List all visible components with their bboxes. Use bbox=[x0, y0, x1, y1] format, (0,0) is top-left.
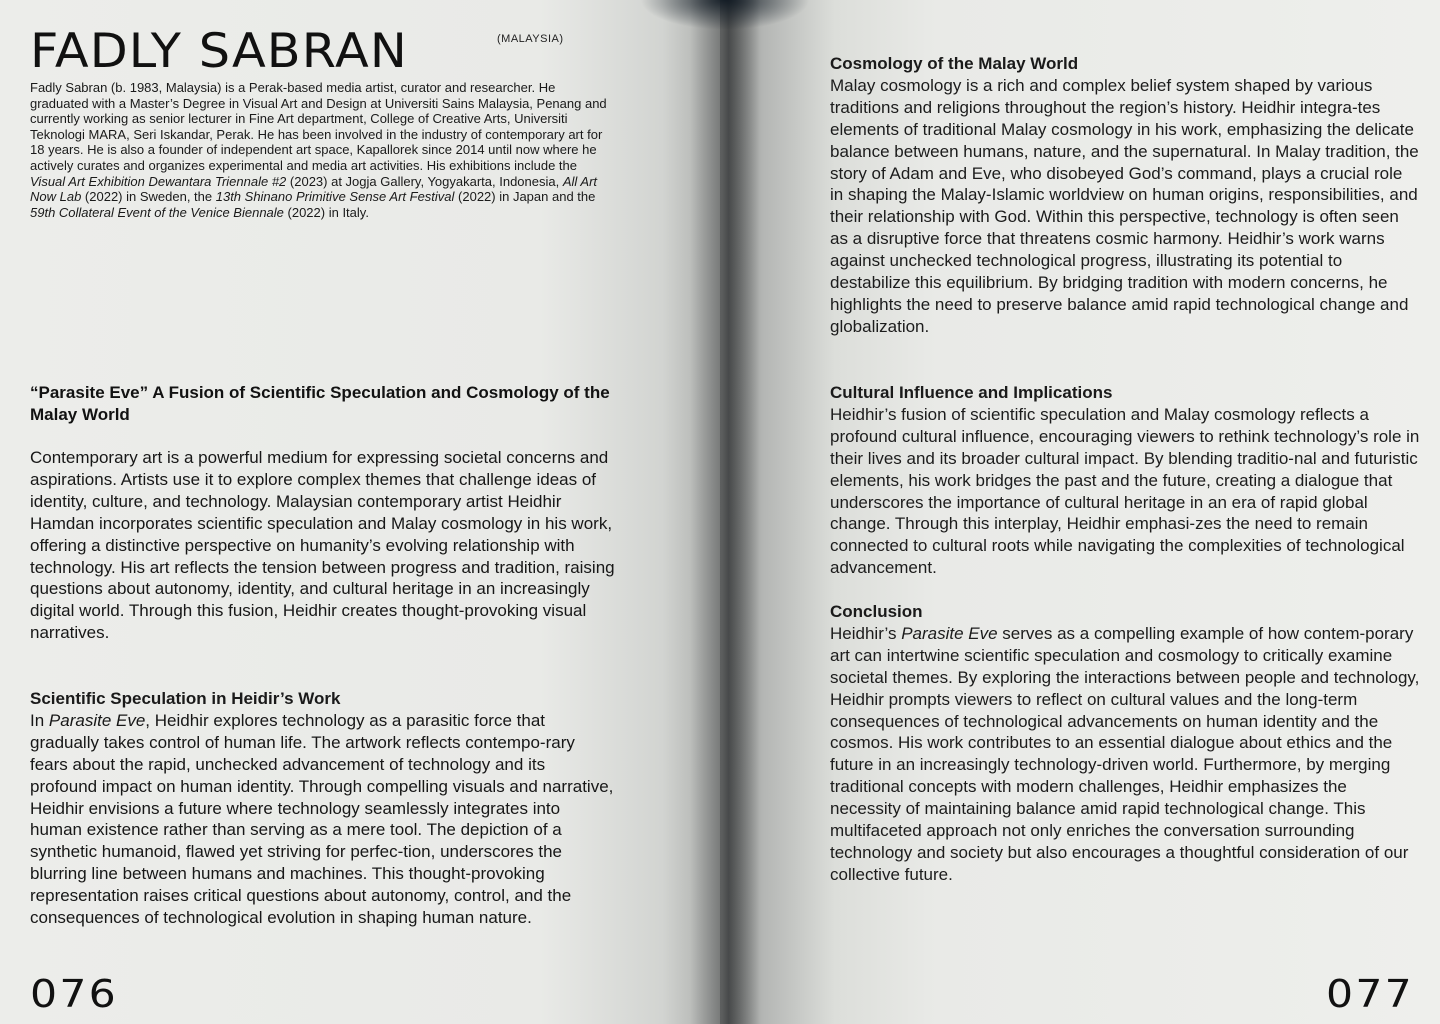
scientific-speculation-section bbox=[30, 688, 615, 929]
intro-section bbox=[30, 447, 615, 644]
page-number-right: 077 bbox=[1326, 972, 1414, 1016]
cultural-influence-section bbox=[830, 382, 1420, 579]
section-heading: Cosmology of the Malay World bbox=[830, 54, 1079, 73]
italic-title: 13th Shinano Primitive Sense Art Festival bbox=[215, 189, 455, 205]
section-body: In Parasite Eve, Heidhir explores technology as a parasitic force that gradually takes control of human life. The artwork reflects contempo-rary fears about the rapid, unchecked advancement of technology and its profound impact on human identity. Through compelling visuals and narrative, Heidhir envisions a future where technology seamlessly integrates into human existence rather than serving as a mere tool. The depiction of a synthetic humanoid, flawed yet striving for perfec-tion, underscores the blurring line between humans and machines. This thought-provoking representation raises critical questions about autonomy, control, and the consequences of technological evolution in shaping human nature. bbox=[30, 710, 614, 928]
intro-paragraph: Contemporary art is a powerful medium for expressing societal concerns and aspirations. Artists use it to explore complex themes that challenge ideas of identity, culture, and technology. Malaysian contemporary artist Heidhir Hamdan incorporates scientific speculation and Malay cosmology in his work, offering a distinctive perspective on humanity’s evolving relationship with technology. His art reflects the tension between progress and tradition, raising questions about autonomy, identity, and cultural heritage in an increasingly digital world. Through this fusion, Heidhir creates thought-provoking visual narratives. bbox=[30, 448, 615, 643]
section-heading: Cultural Influence and Implications bbox=[830, 383, 1113, 402]
section-body: Heidhir’s Parasite Eve serves as a compelling example of how contem-porary art can intertwine scientific speculation and cosmology to critically examine societal themes. By exploring the interactions between people and technology, Heidhir prompts viewers to reflect on cultural values and the long-term consequences of technological advancements on human identity and the cosmos. His work contributes to an essential dialogue about ethics and the future in an increasingly technology-driven world. Furthermore, by merging traditional concepts with modern challenges, Heidhir emphasizes the necessity of maintaining balance amid rapid technological change. This multifaceted approach not only enriches the conversation surrounding technology and society but also encourages a thoughtful consideration of our collective future. bbox=[830, 623, 1420, 884]
artist-bio: Fadly Sabran (b. 1983, Malaysia) is a Perak-based media artist, curator and researcher. He graduated with a Master’s Degree in Visual Art and Design at Universiti Sains Malaysia, Penang and currently working as senior lecturer in Fine Art department, College of Creative Arts, Universiti Teknologi MARA, Seri Iskandar, Perak. He has been involved in the industry of contemporary art for 18 years. He is also a founder of independent art space, Kapallorek since 2014 until now where he actively curates and organizes experimental and media art activities. His exhibitions include the Visual Art Exhibition Dewantara Triennale #2 (2023) at Jogja Gallery, Yogyakarta, Indonesia, All Art Now Lab (2022) in Sweden, the 13th Shinano Primitive Sense Art Festival (2022) in Japan and the 59th Collateral Event of the Venice Biennale (2022) in Italy. bbox=[30, 80, 607, 220]
italic-title: Parasite Eve bbox=[48, 710, 146, 730]
article-title: “Parasite Eve” A Fusion of Scientific Speculation and Cosmology of the Malay World bbox=[30, 383, 610, 424]
section-heading: Conclusion bbox=[830, 602, 923, 621]
italic-title: 59th Collateral Event of the Venice Biennale bbox=[30, 204, 284, 220]
page-number-left: 076 bbox=[30, 972, 118, 1016]
conclusion-section bbox=[830, 601, 1420, 886]
italic-title: Visual Art Exhibition Dewantara Triennale #2 bbox=[30, 173, 287, 189]
artist-name: FADLY SABRAN bbox=[30, 24, 408, 79]
italic-title: All Art Now Lab bbox=[30, 173, 598, 205]
cosmology-section bbox=[830, 53, 1420, 338]
italic-title: Parasite Eve bbox=[901, 623, 998, 643]
section-heading: Scientific Speculation in Heidir’s Work bbox=[30, 689, 341, 708]
gutter-shadow bbox=[690, 0, 760, 1024]
section-body: Heidhir’s fusion of scientific speculation and Malay cosmology reflects a profound cultural influence, encouraging viewers to rethink technology’s role in their lives and its broader cultural impact. By blending traditio-nal and futuristic elements, his work bridges the past and the future, creating a dialogue that underscores the importance of cultural heritage in an era of rapid global change. Through this interplay, Heidhir emphasi-zes the need to remain connected to cultural roots while navigating the complexities of technological advancement. bbox=[830, 404, 1420, 578]
section-body: Malay cosmology is a rich and complex belief system shaped by various traditions and religions throughout the region’s history. Heidhir integra-tes elements of traditional Malay cosmology in his work, emphasizing the delicate balance between humans, nature, and the supernatural. In Malay tradition, the story of Adam and Eve, who disobeyed God’s command, plays a crucial role in shaping the Malay-Islamic worldview on human origins, responsibilities, and their relationship with God. Within this perspective, technology is often seen as a disruptive force that threatens cosmic harmony. Heidhir’s work warns against unchecked technological progress, illustrating its potential to destabilize this equilibrium. By bridging tradition with modern concerns, he highlights the need to preserve balance amid rapid technological change and globalization. bbox=[830, 75, 1419, 336]
artist-country: (MALAYSIA) bbox=[497, 33, 564, 45]
binding-shadow bbox=[640, 0, 810, 30]
